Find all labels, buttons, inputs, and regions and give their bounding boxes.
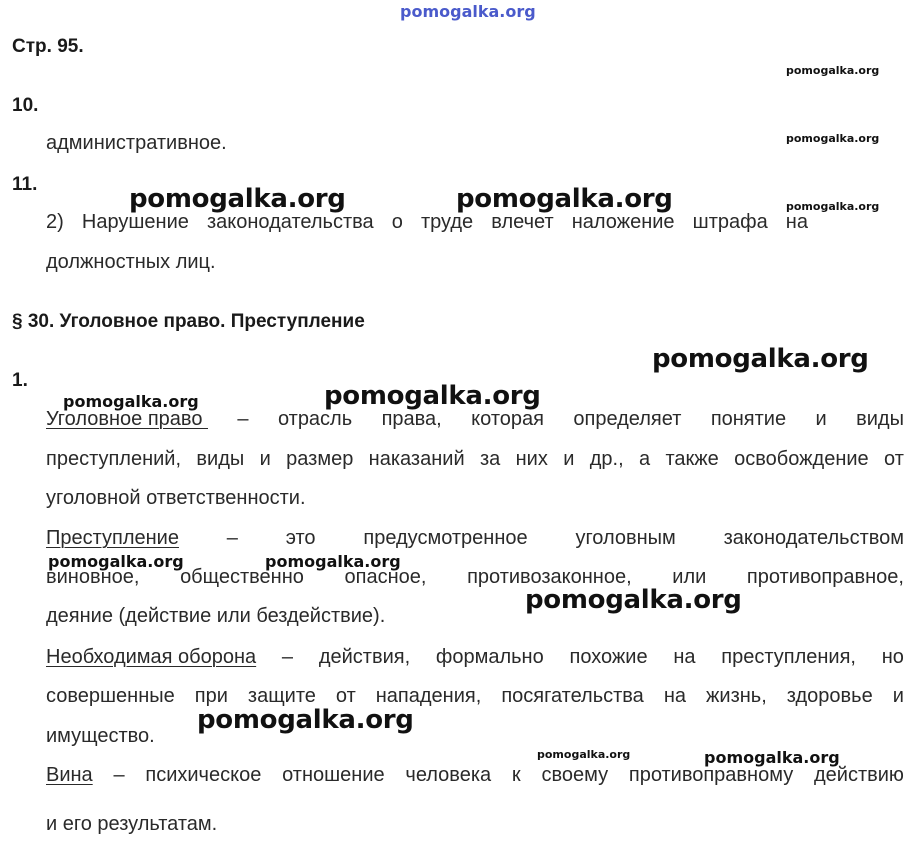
- watermark-big: pomogalka.org: [652, 344, 869, 374]
- page-label: Стр. 95.: [12, 36, 84, 57]
- term-1-line-2: [46, 448, 904, 471]
- word: др.,: [589, 448, 624, 470]
- word: и: [259, 448, 271, 470]
- watermark-medium: pomogalka.org: [48, 552, 184, 571]
- word: совершенные: [46, 685, 175, 707]
- word: виды: [856, 408, 904, 430]
- term-2-line-3: деяние (действие или бездействие).: [46, 605, 386, 627]
- word: также: [665, 448, 719, 470]
- term-3-line-1: [46, 646, 904, 669]
- watermark-big: pomogalka.org: [197, 705, 414, 735]
- word: а: [639, 448, 651, 470]
- word: на: [663, 685, 686, 707]
- watermark-medium: pomogalka.org: [265, 552, 401, 571]
- watermark-big: pomogalka.org: [324, 381, 541, 411]
- word: –: [226, 527, 238, 549]
- term-crime: Преступление: [46, 527, 179, 549]
- word: Нарушение: [81, 211, 189, 233]
- word: общественно: [180, 566, 304, 588]
- word: отношение: [282, 764, 385, 786]
- word: здоровье: [786, 685, 873, 707]
- word: посягательства: [501, 685, 644, 707]
- word: к: [511, 764, 521, 786]
- word: понятие: [710, 408, 787, 430]
- task-11-number: 11.: [12, 174, 38, 195]
- word: и: [815, 408, 827, 430]
- word: человека: [405, 764, 492, 786]
- word: противоправное,: [746, 566, 904, 588]
- task-10-number: 10.: [12, 95, 39, 116]
- watermark-small: pomogalka.org: [786, 200, 880, 213]
- word: на: [785, 211, 808, 233]
- watermark-medium: pomogalka.org: [704, 748, 840, 767]
- word: похожие: [569, 646, 648, 668]
- section-title: § 30. Уголовное право. Преступление: [12, 311, 365, 332]
- word: освобождение: [734, 448, 869, 470]
- word: защите: [247, 685, 316, 707]
- watermark-medium: pomogalka.org: [63, 392, 199, 411]
- word: нападения,: [375, 685, 482, 707]
- word: них: [515, 448, 548, 470]
- word: –: [113, 764, 125, 786]
- word: законодательством: [723, 527, 904, 549]
- word: труде: [420, 211, 474, 233]
- word: преступлений,: [46, 448, 182, 470]
- term-3-line-2: [46, 685, 904, 708]
- word: действия,: [318, 646, 411, 668]
- watermark-big: pomogalka.org: [525, 585, 742, 615]
- word: от: [335, 685, 356, 707]
- term-1-line-1: [46, 408, 904, 431]
- word: и: [892, 685, 904, 707]
- word: 2): [46, 211, 64, 233]
- word: опасное,: [344, 566, 427, 588]
- watermark-big: pomogalka.org: [129, 184, 346, 214]
- word: законодательства: [207, 211, 374, 233]
- word: но: [881, 646, 904, 668]
- word: виды: [196, 448, 245, 470]
- word: на: [673, 646, 696, 668]
- task-11-line-2: должностных лиц.: [46, 251, 216, 273]
- task-11-line-1: [46, 211, 808, 234]
- watermark-small: pomogalka.org: [786, 64, 880, 77]
- word: уголовным: [575, 527, 676, 549]
- word: формально: [435, 646, 544, 668]
- watermark-top: pomogalka.org: [400, 2, 536, 21]
- word: и: [563, 448, 575, 470]
- watermark-small: pomogalka.org: [537, 748, 631, 761]
- term-4-line-2: и его результатам.: [46, 813, 218, 835]
- watermark-small: pomogalka.org: [786, 132, 880, 145]
- word: это: [285, 527, 316, 549]
- word: своему: [541, 764, 609, 786]
- task-1-number: 1.: [12, 370, 28, 391]
- word: о: [391, 211, 403, 233]
- word: предусмотренное: [363, 527, 528, 549]
- word: от: [884, 448, 904, 470]
- word: преступления,: [721, 646, 856, 668]
- term-3-line-3: имущество.: [46, 725, 155, 747]
- word: противоправному: [628, 764, 794, 786]
- word: влечет: [491, 211, 554, 233]
- word: штрафа: [692, 211, 768, 233]
- word: противозаконное,: [467, 566, 632, 588]
- word: наложение: [571, 211, 675, 233]
- watermark-big: pomogalka.org: [456, 184, 673, 214]
- word: психическое: [145, 764, 262, 786]
- task-10-answer: административное.: [46, 132, 227, 154]
- word: действию: [813, 764, 904, 786]
- word: наказаний: [368, 448, 465, 470]
- term-4-line-1: [46, 764, 904, 787]
- word: –: [281, 646, 294, 668]
- word: которая: [471, 408, 544, 430]
- word: при: [194, 685, 228, 707]
- term-1-line-3: уголовной ответственности.: [46, 487, 306, 509]
- term-guilt: Вина: [46, 764, 93, 786]
- word: или: [672, 566, 707, 588]
- term-self-defense: Необходимая оборона: [46, 646, 257, 668]
- word: права,: [381, 408, 442, 430]
- word: за: [479, 448, 501, 470]
- word: виновное,: [46, 566, 140, 588]
- term-criminal-law: Уголовное право: [46, 408, 208, 430]
- word: отрасль: [277, 408, 353, 430]
- term-2-line-1: [46, 527, 904, 550]
- word: размер: [286, 448, 354, 470]
- word: определяет: [573, 408, 682, 430]
- word: –: [237, 408, 249, 430]
- word: жизнь,: [706, 685, 767, 707]
